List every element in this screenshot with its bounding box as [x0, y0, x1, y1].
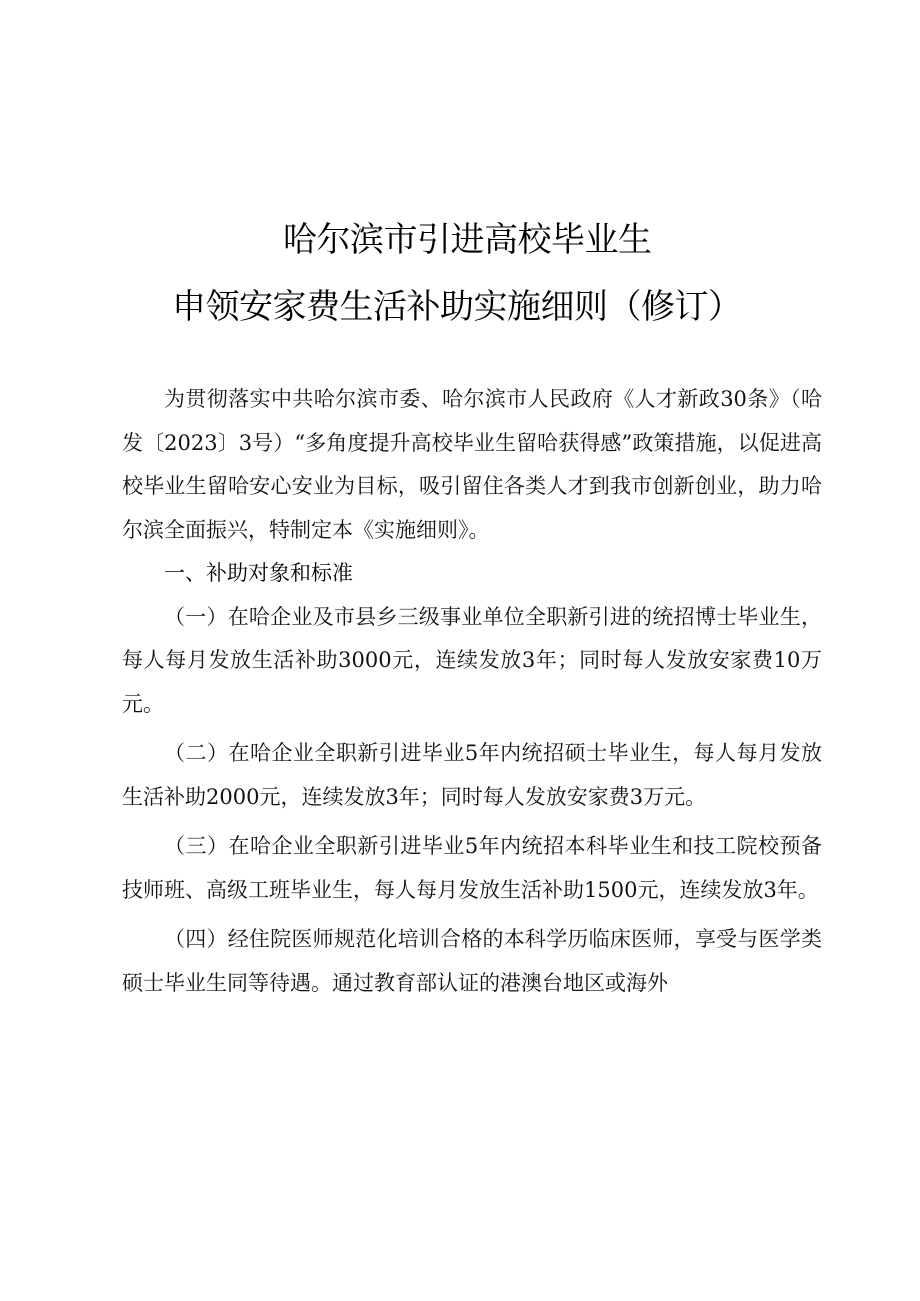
document-title-line-1: 哈尔滨市引进高校毕业生 — [283, 220, 652, 260]
item-paragraph-2: （二）在哈企业全职新引进毕业5年内统招硕士毕业生，每人每月发放生活补助2000元，连续发放3年；同时每人发放安家费3万元。 — [122, 741, 822, 809]
document-title-line-2: 申领安家费生活补助实施细则（修订） — [172, 287, 742, 327]
item-paragraph-1: （一）在哈企业及市县乡三级事业单位全职新引进的统招博士毕业生，每人每月发放生活补助3000元，连续发放3年；同时每人发放安家费10万元。 — [122, 604, 822, 716]
intro-paragraph: 为贯彻落实中共哈尔滨市委、哈尔滨市人民政府《人才新政30条》（哈发〔2023〕3号）“多角度提升高校毕业生留哈获得感”政策措施，以促进高校毕业生留哈安心安业为目标，吸引留住各类人才到我市创新创业，助力哈尔滨全面振兴，特制定本《实施细则》。 — [122, 387, 822, 542]
item-paragraph-3: （三）在哈企业全职新引进毕业5年内统招本科毕业生和技工院校预备技师班、高级工班毕业生，每人每月发放生活补助1500元，连续发放3年。 — [122, 834, 822, 902]
section-heading-1: 一、补助对象和标准 — [164, 561, 353, 585]
item-paragraph-4: （四）经住院医师规范化培训合格的本科学历临床医师，享受与医学类硕士毕业生同等待遇。通过教育部认证的港澳台地区或海外 — [122, 927, 822, 995]
document-body — [122, 378, 822, 1005]
